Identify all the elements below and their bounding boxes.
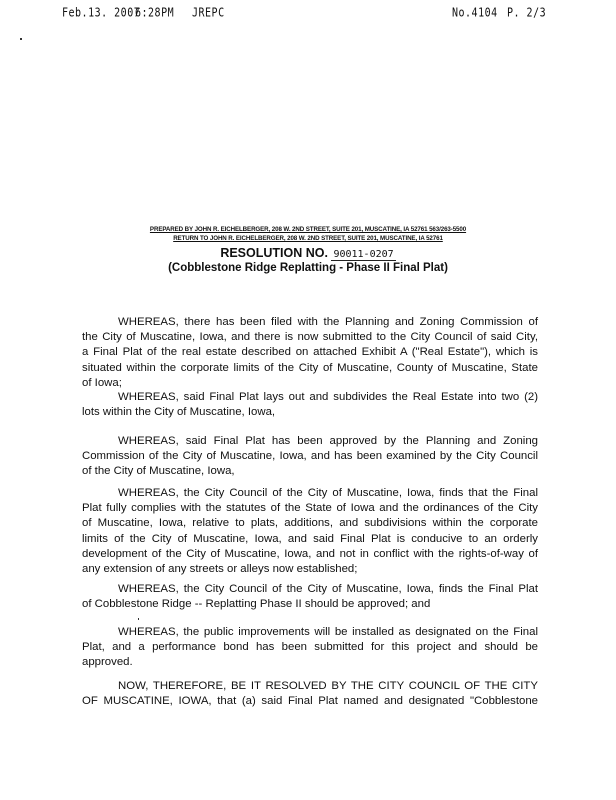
paragraph	[82, 434, 538, 480]
scan-speck	[20, 38, 22, 40]
scan-speck	[138, 618, 139, 620]
paragraph-line: the City of Muscatine, Iowa, and there is now submitted to the City Council of said City,	[82, 331, 538, 344]
fax-date: Feb.13. 2007	[62, 6, 141, 21]
paragraph-line: Plat fully complies with the statutes of the State of Iowa and the ordinances of the City	[82, 502, 538, 515]
paragraph-line: situated within the corporate limits of the City of Muscatine, County of Muscatine, State	[82, 361, 538, 374]
paragraph	[82, 625, 538, 671]
paragraph-line: WHEREAS, the City Council of the City of Muscatine, Iowa, finds that the Final	[118, 487, 538, 499]
fax-sender: JREPC	[192, 6, 225, 21]
paragraph	[82, 315, 538, 391]
paragraph-line: any extension of any streets or alleys now established;	[82, 563, 358, 576]
fax-number: No.4104	[452, 6, 498, 21]
paragraph-line: NOW, THEREFORE, BE IT RESOLVED BY THE CITY COUNCIL OF THE CITY	[118, 680, 538, 692]
paragraph-line: of Iowa;	[82, 376, 122, 389]
paragraph	[82, 582, 538, 612]
paragraph-line: of Cobblestone Ridge -- Replatting Phase II should be approved; and	[82, 598, 431, 611]
return-to: RETURN TO JOHN R. EICHELBERGER, 208 W. 2ND STREET, SUITE 201, MUSCATINE, IA 52761	[173, 235, 443, 242]
paragraph	[82, 486, 538, 577]
paragraph-line: WHEREAS, the City Council of the City of Muscatine, Iowa, finds the Final Plat	[118, 583, 538, 595]
paragraph-line: of the City of Muscatine, Iowa,	[82, 465, 235, 478]
paragraph-line: WHEREAS, said Final Plat lays out and subdivides the Real Estate into two (2)	[118, 391, 538, 403]
paragraph-line: lots within the City of Muscatine, Iowa,	[82, 406, 276, 419]
paragraph-line: OF MUSCATINE, IOWA, that (a) said Final Plat named and designated "Cobblestone	[82, 695, 538, 708]
paragraph-line: approved.	[82, 656, 133, 669]
paragraph-line: a Final Plat of the real estate described on attached Exhibit A ("Real Estate"), which is	[82, 346, 538, 359]
paragraph-line: Commission of the City of Muscatine, Iowa, and has been examined by the City Council	[82, 450, 538, 463]
prepared-by: PREPARED BY JOHN R. EICHELBERGER, 208 W. 2ND STREET, SUITE 201, MUSCATINE, IA 52761 563/263-5500	[149, 226, 467, 233]
resolution-number: 90011-0207	[333, 249, 394, 260]
paragraph-line: of Muscatine, Iowa, relative to plats, additions, and subdivisions within the corporate	[82, 517, 538, 530]
paragraph	[82, 679, 538, 709]
fax-time: 6:28PM	[135, 6, 175, 21]
fax-page: P. 2/3	[507, 6, 547, 21]
paragraph-line: WHEREAS, the public improvements will be installed as designated on the Final	[118, 626, 538, 638]
paragraph-line: WHEREAS, said Final Plat has been approved by the Planning and Zoning	[118, 435, 538, 447]
resolution-title	[0, 246, 616, 260]
paragraph-line: Plat, and a performance bond has been submitted for this project and should be	[82, 641, 538, 654]
paragraph-line: limits of the City of Muscatine, Iowa, and said Final Plat is conducive to an orderly	[82, 532, 538, 545]
resolution-label: RESOLUTION NO.	[220, 246, 328, 260]
paragraph-line: WHEREAS, there has been filed with the Planning and Zoning Commission of	[118, 316, 538, 328]
paragraph	[82, 390, 538, 420]
paragraph-line: development of the City of Muscatine, Iowa, and not in conflict with the rights-of-way of	[82, 547, 538, 560]
resolution-subtitle: (Cobblestone Ridge Replatting - Phase II Final Plat)	[168, 262, 448, 274]
